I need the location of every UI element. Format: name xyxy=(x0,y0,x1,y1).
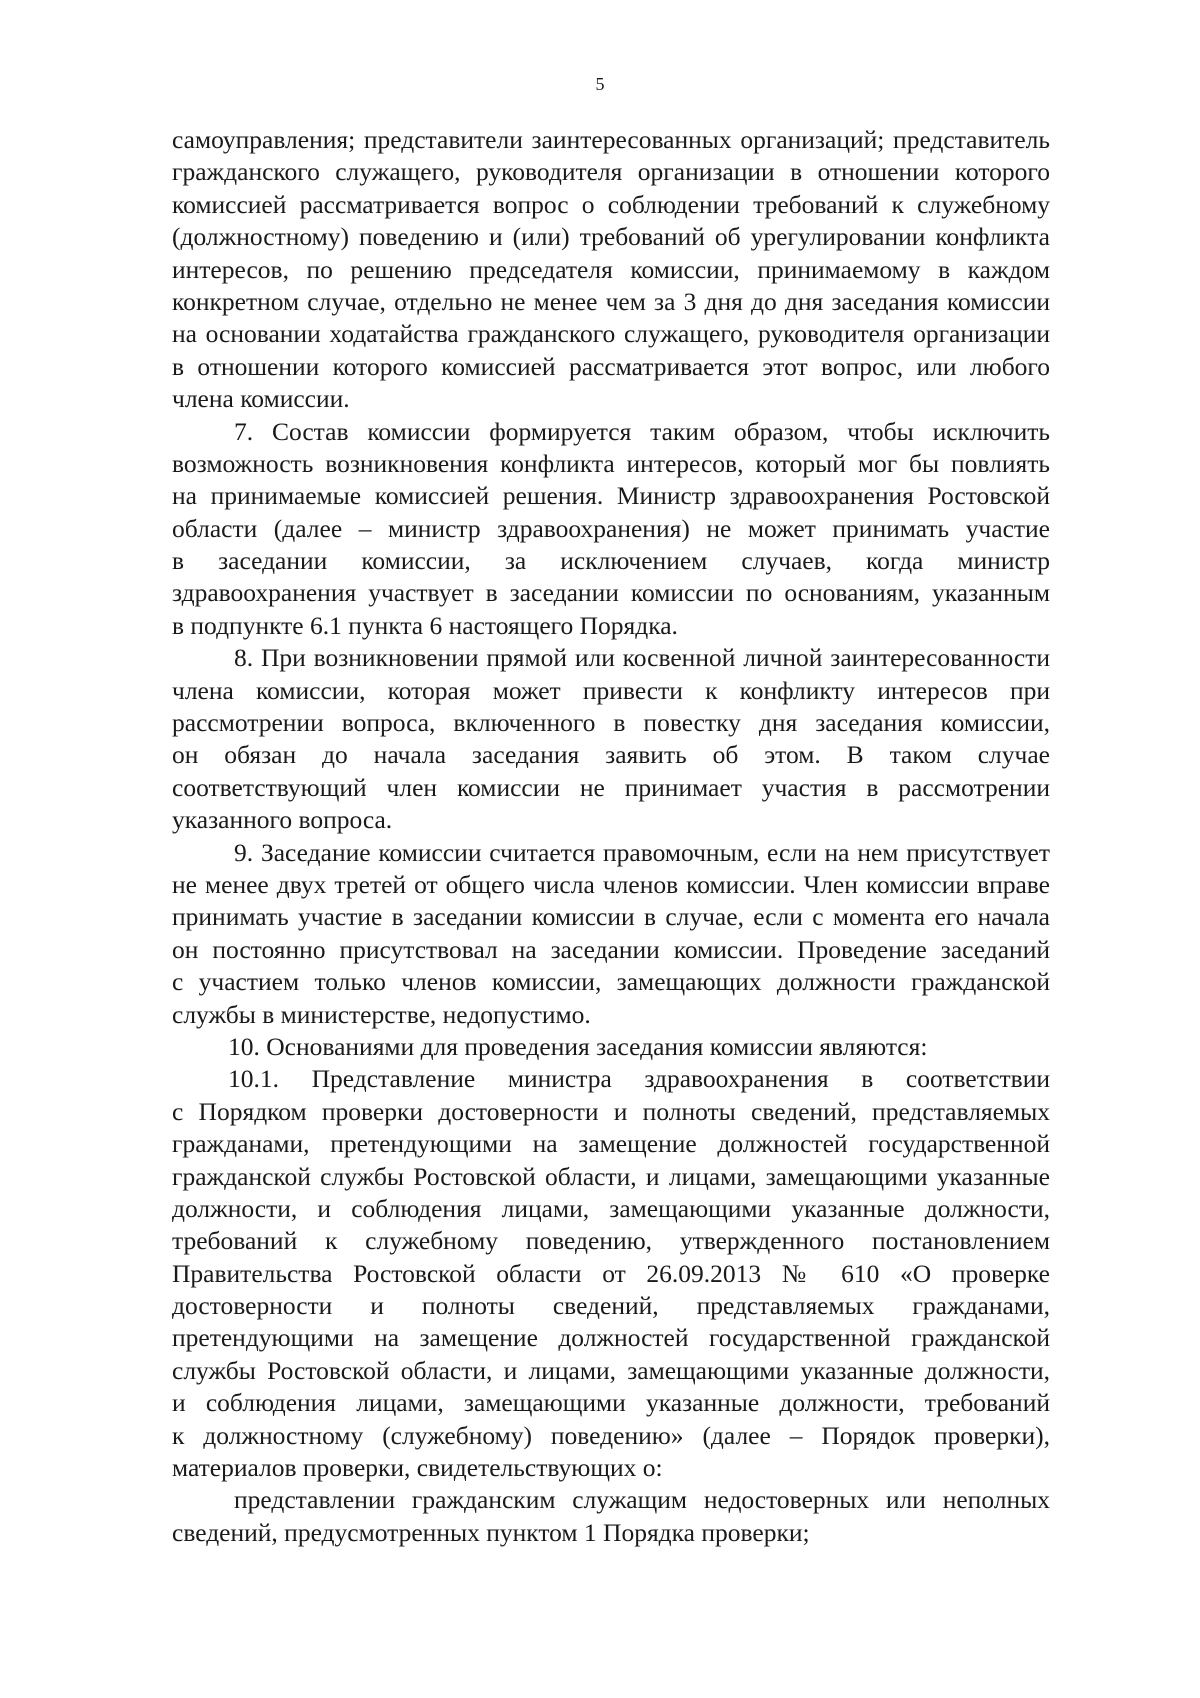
text-line: к должностному (служебному) поведению» (далее – Порядок проверки), xyxy=(172,1420,1050,1450)
text-line: члена комиссии. xyxy=(172,384,350,414)
text-line: гражданского служащего, руководителя организации в отношении которого xyxy=(172,157,1050,187)
text-line: он постоянно присутствовал на заседании комиссии. Проведение заседаний xyxy=(172,934,1050,964)
text-line: здравоохранения участвует в заседании комиссии по основаниям, указанным xyxy=(172,578,1050,608)
text-line: возможность возникновения конфликта интересов, который мог бы повлиять xyxy=(172,448,1050,478)
text-line: должности, и соблюдения лицами, замещающими указанные должности, xyxy=(172,1193,1050,1223)
text-line: члена комиссии, которая может привести к конфликту интересов при xyxy=(172,675,1050,705)
text-line: соответствующий член комиссии не принимает участия в рассмотрении xyxy=(172,772,1050,802)
text-line: материалов проверки, свидетельствующих о: xyxy=(172,1453,663,1483)
text-line: с участием только членов комиссии, замещающих должности гражданской xyxy=(172,967,1050,997)
text-line: указанного вопроса. xyxy=(172,805,393,835)
text-line: 10. Основаниями для проведения заседания комиссии являются: xyxy=(228,1031,928,1061)
text-line: гражданской службы Ростовской области, и лицами, замещающими указанные xyxy=(172,1161,1050,1191)
text-line: представлении гражданским служащим недостоверных или неполных xyxy=(234,1485,1050,1515)
text-line: (должностному) поведению и (или) требований об урегулировании конфликта xyxy=(172,222,1050,252)
text-line: в подпункте 6.1 пункта 6 настоящего Порядка. xyxy=(172,610,678,640)
text-line: принимать участие в заседании комиссии в случае, если с момента его начала xyxy=(172,902,1050,932)
text-line: 9. Заседание комиссии считается правомочным, если на нем присутствует xyxy=(234,837,1050,867)
text-line: 10.1. Представление министра здравоохранения в соответствии xyxy=(228,1064,1050,1094)
text-line: достоверности и полноты сведений, представляемых гражданами, xyxy=(172,1291,1050,1321)
text-line: гражданами, претендующими на замещение должностей государственной xyxy=(172,1129,1050,1159)
text-line: службы Ростовской области, и лицами, замещающими указанные должности, xyxy=(172,1355,1050,1385)
text-line: конкретном случае, отдельно не менее чем за 3 дня до дня заседания комиссии xyxy=(172,286,1050,316)
text-line: требований к служебному поведению, утвержденного постановлением xyxy=(172,1226,1050,1256)
text-line: самоуправления; представители заинтересованных организаций; представитель xyxy=(172,125,1050,154)
text-line: комиссией рассматривается вопрос о соблюдении требований к служебному xyxy=(172,189,1050,219)
text-line: рассмотрении вопроса, включенного в повестку дня заседания комиссии, xyxy=(172,708,1050,738)
text-line: области (далее – министр здравоохранения) не может принимать участие xyxy=(172,513,1050,543)
text-line: Правительства Ростовской области от 26.09.2013 № 610 «О проверке xyxy=(172,1258,1050,1288)
text-line: 7. Состав комиссии формируется таким образом, чтобы исключить xyxy=(234,416,1050,446)
text-line: интересов, по решению председателя комиссии, принимаемому в каждом xyxy=(172,254,1050,284)
text-line: 8. При возникновении прямой или косвенной личной заинтересованности xyxy=(234,643,1050,673)
text-line: с Порядком проверки достоверности и полноты сведений, представляемых xyxy=(172,1096,1050,1126)
text-line: сведений, предусмотренных пунктом 1 Порядка проверки; xyxy=(172,1517,810,1547)
text-line: в заседании комиссии, за исключением случаев, когда министр xyxy=(172,546,1050,576)
text-line: и соблюдения лицами, замещающими указанные должности, требований xyxy=(172,1388,1050,1418)
text-line: службы в министерстве, недопустимо. xyxy=(172,999,591,1029)
text-line: на основании ходатайства гражданского служащего, руководителя организации xyxy=(172,319,1050,349)
text-line: не менее двух третей от общего числа членов комиссии. Член комиссии вправе xyxy=(172,869,1050,899)
text-line: он обязан до начала заседания заявить об этом. В таком случае xyxy=(172,740,1050,770)
text-line: претендующими на замещение должностей государственной гражданской xyxy=(172,1323,1050,1353)
document-body xyxy=(172,124,1050,1549)
text-line: в отношении которого комиссией рассматривается этот вопрос, или любого xyxy=(172,351,1050,381)
text-line: на принимаемые комиссией решения. Министр здравоохранения Ростовской xyxy=(172,481,1050,511)
page-number: 5 xyxy=(595,74,605,94)
